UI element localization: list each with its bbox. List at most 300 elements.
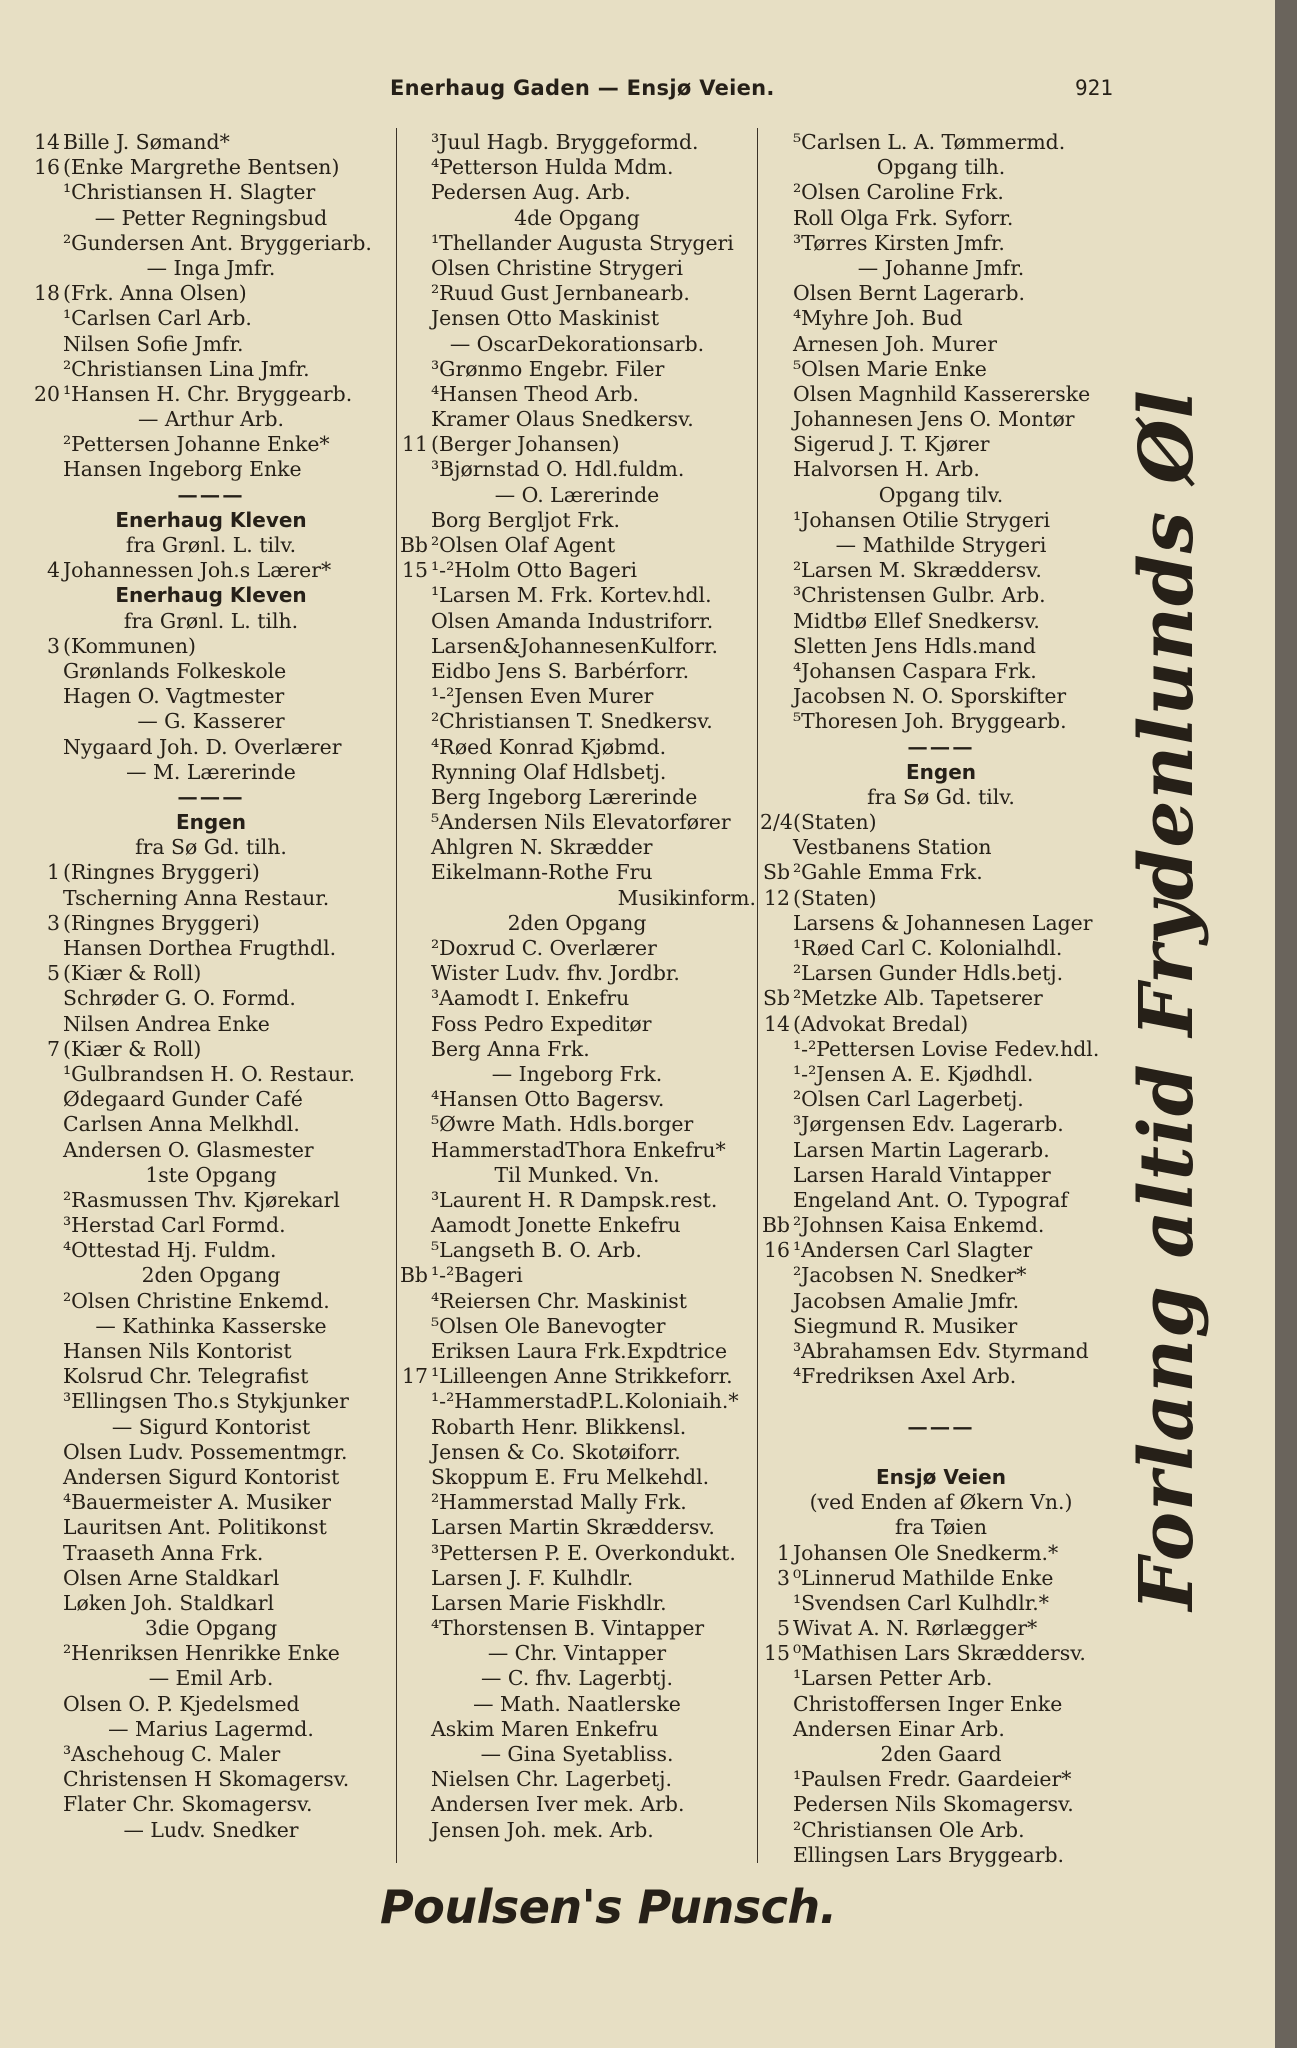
- entry-text: Skoppum E. Fru Melkehdl.: [431, 1464, 710, 1489]
- entry-text: ²Olsen Caroline Frk.: [793, 180, 1004, 205]
- directory-entry: [760, 432, 1122, 457]
- entry-text: Nilsen Sofie Jmfr.: [63, 331, 244, 356]
- directory-entry: [398, 508, 756, 533]
- entry-text: Vestbanens Station: [793, 835, 992, 860]
- directory-entry: [398, 936, 756, 961]
- entry-text: — Sigurd Kontorist: [111, 1414, 311, 1439]
- entry-text: Jacobsen N. O. Sporskifter: [793, 684, 1067, 709]
- entry-text: ⁵Andersen Nils Elevatorfører: [431, 810, 731, 835]
- entry-text: 2den Opgang: [507, 910, 647, 935]
- entry-text: Til Munked. Vn.: [494, 1162, 660, 1187]
- directory-entry: [30, 1289, 392, 1314]
- entry-text: ³Tørres Kirsten Jmfr.: [793, 230, 1005, 255]
- entry-text: — Inga Jmfr.: [146, 255, 276, 280]
- directory-entry: [760, 886, 1122, 911]
- entry-text: ²Christiansen Ole Arb.: [793, 1817, 1025, 1842]
- directory-entry: [30, 1415, 392, 1440]
- street-heading: [760, 1465, 1122, 1490]
- column-divider: [396, 128, 397, 1863]
- house-number: 5: [47, 961, 60, 986]
- directory-entry: [760, 382, 1122, 407]
- entry-text: — Gina Syetabliss.: [480, 1742, 674, 1766]
- entry-text: Tscherning Anna Restaur.: [63, 885, 330, 910]
- directory-entry: [30, 1263, 392, 1288]
- directory-entry: [398, 961, 756, 986]
- entry-text: ²Olsen Carl Lagerbetj.: [793, 1087, 1024, 1112]
- entry-text: ³Herstad Carl Formd.: [63, 1213, 286, 1238]
- entry-text: 1ste Opgang: [145, 1162, 277, 1187]
- entry-text: Ellingsen Lars Bryggearb.: [793, 1842, 1065, 1867]
- entry-text: Christoffersen Inger Enke: [793, 1691, 1063, 1716]
- directory-entry: [760, 457, 1122, 482]
- directory-entry: [398, 281, 756, 306]
- directory-entry: [30, 886, 392, 911]
- directory-entry: [760, 911, 1122, 936]
- entry-text: Borg Bergljot Frk.: [431, 507, 620, 532]
- entry-text: ⁵Carlsen L. A. Tømmermd.: [793, 130, 1066, 154]
- directory-column-3: [760, 130, 1122, 1868]
- directory-entry: [30, 1641, 392, 1666]
- directory-entry: [760, 533, 1122, 558]
- directory-entry: [30, 1767, 392, 1792]
- entry-text: (Ringnes Bryggeri): [63, 860, 260, 885]
- entry-text: 2den Gaard: [880, 1742, 1002, 1766]
- directory-entry: [30, 332, 392, 357]
- entry-text: ¹Andersen Carl Slagter: [793, 1238, 1033, 1263]
- entry-text: — Emil Arb.: [148, 1666, 274, 1691]
- directory-entry: [760, 1843, 1122, 1868]
- entry-text: ¹-²HammerstadP.L.Koloniaih.*: [431, 1389, 739, 1414]
- entry-text: Johannessen Joh.s Lærer*: [63, 558, 332, 583]
- entry-text: Hansen Ingeborg Enke: [63, 457, 302, 482]
- directory-entry: [398, 1692, 756, 1717]
- house-number: 20: [34, 381, 60, 406]
- directory-entry: [760, 1641, 1122, 1666]
- entry-text: Kolsrud Chr. Telegrafist: [63, 1364, 309, 1389]
- entry-text: ¹Larsen Petter Arb.: [793, 1666, 993, 1691]
- directory-entry: [760, 1440, 1122, 1465]
- entry-text: ²Jacobsen N. Snedker*: [793, 1263, 1027, 1288]
- entry-text: Sigerud J. T. Kjører: [793, 432, 990, 457]
- entry-text: ———: [907, 1414, 975, 1439]
- entry-text: Siegmund R. Musiker: [793, 1313, 1018, 1338]
- entry-text: — Chr. Vintapper: [487, 1641, 667, 1666]
- entry-text: Hansen Nils Kontorist: [63, 1339, 292, 1363]
- directory-entry: [30, 1591, 392, 1616]
- directory-entry: [760, 180, 1122, 205]
- entry-text: Olsen Ludv. Possementmgr.: [63, 1439, 348, 1464]
- entry-text: ²Larsen Gunder Hdls.betj.: [793, 961, 1064, 986]
- directory-entry: [760, 155, 1122, 180]
- directory-entry: [398, 1490, 756, 1515]
- entry-text: (Frk. Anna Olsen): [63, 281, 247, 306]
- directory-entry: [398, 1364, 756, 1389]
- directory-entry: [760, 1616, 1122, 1641]
- directory-entry: [30, 457, 392, 482]
- directory-entry: [30, 558, 392, 583]
- directory-entry: [30, 256, 392, 281]
- directory-entry: [760, 835, 1122, 860]
- directory-entry: [30, 1666, 392, 1691]
- directory-entry: [30, 1792, 392, 1817]
- directory-entry: [398, 986, 756, 1011]
- page-edge: [1275, 0, 1297, 2048]
- directory-entry: [30, 709, 392, 734]
- directory-entry: [760, 1037, 1122, 1062]
- house-number: 1: [47, 860, 60, 885]
- directory-entry: [760, 634, 1122, 659]
- directory-entry: [30, 1188, 392, 1213]
- entry-text: (Kommunen): [63, 633, 197, 658]
- entry-text: Larsen Harald Vintapper: [793, 1162, 1051, 1187]
- directory-entry: [30, 1087, 392, 1112]
- entry-text: fra Sø Gd. tilh.: [135, 835, 287, 860]
- entry-text: Opgang tilv.: [878, 482, 1004, 507]
- entry-text: Løken Joh. Staldkarl: [63, 1590, 275, 1615]
- entry-text: Jensen Otto Maskinist: [431, 306, 660, 331]
- directory-entry: [760, 986, 1122, 1011]
- directory-entry: [760, 508, 1122, 533]
- directory-entry: [398, 155, 756, 180]
- directory-entry: [760, 130, 1122, 155]
- directory-entry: [760, 1792, 1122, 1817]
- entry-text: ⁴Hansen Theod Arb.: [431, 381, 640, 406]
- entry-text: ³Jørgensen Edv. Lagerarb.: [793, 1112, 1064, 1137]
- entry-text: ⁴Reiersen Chr. Maskinist: [431, 1288, 687, 1313]
- entry-text: Christensen H Skomagersv.: [63, 1767, 350, 1792]
- directory-entry: [760, 1339, 1122, 1364]
- entry-text: Andersen Einar Arb.: [793, 1716, 1005, 1741]
- directory-entry: [398, 332, 756, 357]
- directory-entry: [760, 1238, 1122, 1263]
- directory-entry: [398, 1566, 756, 1591]
- entry-text: ¹Svendsen Carl Kulhdlr.*: [793, 1590, 1049, 1615]
- house-number: 11: [402, 432, 428, 457]
- directory-entry: [30, 1389, 392, 1414]
- column-divider: [757, 128, 758, 1863]
- entry-text: fra Grønl. L. tilh.: [123, 608, 299, 633]
- entry-text: Askim Maren Enkefru: [431, 1716, 659, 1741]
- directory-entry: [30, 1541, 392, 1566]
- entry-text: fra Grønl. L. tilv.: [125, 533, 297, 557]
- entry-text: Jensen Joh. mek. Arb.: [431, 1817, 654, 1842]
- directory-entry: [398, 760, 756, 785]
- directory-entry: [760, 1717, 1122, 1742]
- entry-text: (Ringnes Bryggeri): [63, 910, 260, 935]
- entry-text: — Petter Regningsbud: [94, 205, 328, 230]
- directory-entry: [398, 1440, 756, 1465]
- entry-text: Eriksen Laura Frk.Expdtrice: [431, 1339, 728, 1363]
- directory-entry: [30, 155, 392, 180]
- directory-entry: [398, 709, 756, 734]
- directory-entry: [30, 483, 392, 508]
- directory-entry: [398, 634, 756, 659]
- directory-entry: [398, 558, 756, 583]
- directory-entry: [30, 1692, 392, 1717]
- directory-entry: [30, 986, 392, 1011]
- directory-entry: [760, 407, 1122, 432]
- entry-text: Pedersen Aug. Arb.: [431, 180, 631, 205]
- directory-entry: [398, 1465, 756, 1490]
- directory-entry: [398, 206, 756, 231]
- directory-entry: [30, 281, 392, 306]
- directory-entry: [398, 1515, 756, 1540]
- frydenlund-advertisement: [1122, 389, 1212, 1611]
- directory-entry: [760, 785, 1122, 810]
- entry-text: — O. Lærerinde: [494, 482, 660, 507]
- directory-entry: [760, 1389, 1122, 1414]
- directory-entry: [398, 810, 756, 835]
- entry-text: ¹-²Holm Otto Bageri: [431, 558, 638, 583]
- directory-entry: [30, 835, 392, 860]
- directory-entry: [30, 407, 392, 432]
- directory-entry: [760, 936, 1122, 961]
- entry-text: Olsen Christine Strygeri: [431, 255, 684, 280]
- entry-text: — Arthur Arb.: [137, 407, 285, 432]
- entry-text: ⁵Øwre Math. Hdls.borger: [431, 1112, 694, 1137]
- entry-text: Wister Ludv. fhv. Jordbr.: [431, 961, 680, 986]
- directory-entry: [30, 130, 392, 155]
- entry-text: ²Larsen M. Skræddersv.: [793, 558, 1042, 583]
- directory-entry: [760, 961, 1122, 986]
- directory-entry: [398, 1087, 756, 1112]
- entry-text: Ensjø Veien: [876, 1464, 1006, 1489]
- directory-entry: [30, 911, 392, 936]
- entry-text: ⁴Ottestad Hj. Fuldm.: [63, 1238, 277, 1263]
- entry-text: ³Christensen Gulbr. Arb.: [793, 583, 1046, 608]
- entry-text: ⁵Olsen Ole Banevogter: [431, 1313, 666, 1338]
- directory-entry: [398, 533, 756, 558]
- entry-text: ¹Christiansen H. Slagter: [63, 180, 316, 205]
- directory-entry: [760, 256, 1122, 281]
- entry-text: 3die Opgang: [144, 1616, 278, 1641]
- directory-entry: [30, 1339, 392, 1364]
- entry-text: Larsen Marie Fiskhdlr.: [431, 1590, 667, 1615]
- entry-text: ²Christiansen T. Snedkersv.: [431, 709, 713, 734]
- directory-entry: [760, 357, 1122, 382]
- entry-text: Kramer Olaus Snedkersv.: [431, 407, 694, 432]
- entry-text: ²Henriksen Henrikke Enke: [63, 1641, 340, 1666]
- entry-text: Grønlands Folkeskole: [63, 658, 287, 683]
- entry-text: Halvorsen H. Arb.: [793, 457, 980, 482]
- entry-text: ²Ruud Gust Jernbanearb.: [431, 281, 690, 306]
- house-number: Bb: [399, 1263, 428, 1288]
- directory-entry: [30, 684, 392, 709]
- entry-text: Hansen Dorthea Frugthdl.: [63, 936, 337, 960]
- directory-entry: [30, 533, 392, 558]
- house-number: Bb: [761, 1213, 790, 1238]
- directory-entry: [398, 886, 756, 911]
- directory-entry: [760, 1767, 1122, 1792]
- street-heading: [30, 810, 392, 835]
- directory-entry: [30, 936, 392, 961]
- entry-text: ²Olsen Olaf Agent: [431, 533, 616, 557]
- directory-entry: [398, 1263, 756, 1288]
- entry-text: ¹Lilleengen Anne Strikkeforr.: [431, 1364, 733, 1389]
- entry-text: ⁵Langseth B. O. Arb.: [431, 1238, 642, 1263]
- entry-text: — Mathilde Strygeri: [835, 533, 1047, 557]
- entry-text: Roll Olga Frk. Syforr.: [793, 205, 1014, 230]
- directory-entry: [398, 432, 756, 457]
- directory-entry: [398, 735, 756, 760]
- house-number: 12: [764, 885, 790, 910]
- directory-entry: [398, 1591, 756, 1616]
- directory-entry: [398, 684, 756, 709]
- entry-text: ²Pettersen Johanne Enke*: [63, 432, 330, 457]
- entry-text: ⁴Thorstensen B. Vintapper: [431, 1616, 705, 1641]
- entry-text: ¹Paulsen Fredr. Gaardeier*: [793, 1767, 1072, 1792]
- entry-text: (ved Enden af Økern Vn.): [809, 1490, 1073, 1515]
- entry-text: Larsens & Johannesen Lager: [793, 910, 1093, 935]
- directory-entry: [30, 760, 392, 785]
- entry-text: ⁴Hansen Otto Bagersv.: [431, 1087, 665, 1112]
- house-number: Sb: [762, 860, 790, 885]
- entry-text: (Kiær & Roll): [63, 1036, 202, 1061]
- directory-entry: [30, 1037, 392, 1062]
- entry-text: Schrøder G. O. Formd.: [63, 986, 296, 1011]
- entry-text: Enerhaug Kleven: [115, 583, 307, 608]
- directory-entry: [398, 1238, 756, 1263]
- entry-text: Larsen J. F. Kulhdlr.: [431, 1565, 634, 1590]
- directory-column-2: [398, 130, 756, 1843]
- entry-text: ³Abrahamsen Edv. Styrmand: [793, 1339, 1089, 1363]
- entry-text: Jensen & Co. Skotøiforr.: [431, 1439, 681, 1464]
- entry-text: — M. Lærerinde: [126, 759, 296, 784]
- entry-text: ³Bjørnstad O. Hdl.fuldm.: [431, 457, 685, 482]
- entry-text: Olsen Amanda Industriforr.: [431, 608, 714, 633]
- entry-text: (Kiær & Roll): [63, 961, 202, 986]
- directory-entry: [760, 1213, 1122, 1238]
- entry-text: Nilsen Andrea Enke: [63, 1011, 270, 1036]
- entry-text: (Staten): [793, 885, 877, 910]
- directory-entry: [30, 1163, 392, 1188]
- punsch-advertisement: Poulsen's Punsch.: [380, 1880, 837, 1934]
- entry-text: Lauritsen Ant. Politikonst: [63, 1515, 327, 1540]
- directory-entry: [30, 785, 392, 810]
- directory-entry: [760, 332, 1122, 357]
- directory-entry: [760, 709, 1122, 734]
- entry-text: ⁰Mathisen Lars Skræddersv.: [793, 1641, 1086, 1666]
- directory-entry: [760, 306, 1122, 331]
- directory-entry: [30, 1062, 392, 1087]
- house-number: 1: [777, 1540, 790, 1565]
- street-heading: [30, 583, 392, 608]
- entry-text: Eidbo Jens S. Barbérforr.: [431, 658, 690, 683]
- house-number: 3: [47, 633, 60, 658]
- entry-text: Traaseth Anna Frk.: [63, 1540, 264, 1565]
- directory-entry: [398, 1062, 756, 1087]
- house-number: 14: [34, 130, 60, 154]
- entry-text: ²Gundersen Ant. Bryggeriarb.: [63, 230, 372, 255]
- entry-text: Foss Pedro Expeditør: [431, 1011, 652, 1036]
- directory-entry: [760, 1062, 1122, 1087]
- entry-text: Musikinform.: [617, 885, 756, 910]
- entry-text: ¹-²Bageri: [431, 1263, 523, 1288]
- directory-entry: [760, 609, 1122, 634]
- entry-text: Rynning Olaf Hdlsbetj.: [431, 759, 667, 784]
- directory-entry: [30, 1238, 392, 1263]
- directory-entry: [760, 1364, 1122, 1389]
- entry-text: Olsen Arne Staldkarl: [63, 1565, 280, 1590]
- directory-entry: [30, 1818, 392, 1843]
- entry-text: Arnesen Joh. Murer: [793, 331, 997, 356]
- directory-entry: [760, 860, 1122, 885]
- entry-text: Pedersen Nils Skomagersv.: [793, 1792, 1074, 1817]
- directory-entry: [30, 306, 392, 331]
- entry-text: Aamodt Jonette Enkefru: [431, 1213, 681, 1238]
- directory-entry: [30, 1012, 392, 1037]
- directory-entry: [398, 180, 756, 205]
- entry-text: ———: [907, 734, 975, 759]
- entry-text: ²Christiansen Lina Jmfr.: [63, 356, 310, 381]
- entry-text: — Ingeborg Frk.: [491, 1061, 663, 1086]
- house-number: Sb: [762, 986, 790, 1011]
- directory-entry: [760, 1188, 1122, 1213]
- house-number: 15: [764, 1641, 790, 1666]
- entry-text: ⁴Johansen Caspara Frk.: [793, 658, 1037, 683]
- entry-text: ¹Røed Carl C. Kolonialhdl.: [793, 936, 1063, 960]
- directory-entry: [398, 609, 756, 634]
- entry-text: ³Laurent H. R Dampsk.rest.: [431, 1187, 718, 1212]
- street-heading: [760, 760, 1122, 785]
- entry-text: ———: [177, 784, 245, 809]
- entry-text: — Math. Naatlerske: [473, 1691, 681, 1716]
- entry-text: ¹Hansen H. Chr. Bryggearb.: [63, 381, 353, 406]
- directory-entry: [760, 1163, 1122, 1188]
- house-number: 17: [402, 1364, 428, 1389]
- directory-entry: [398, 1415, 756, 1440]
- entry-text: ²Johnsen Kaisa Enkemd.: [793, 1213, 1045, 1238]
- directory-entry: [398, 231, 756, 256]
- entry-text: (Advokat Bredal): [793, 1011, 969, 1036]
- directory-entry: [760, 1087, 1122, 1112]
- directory-entry: [30, 1112, 392, 1137]
- entry-text: fra Sø Gd. tilv.: [867, 784, 1015, 809]
- directory-entry: [30, 357, 392, 382]
- entry-text: 2den Opgang: [141, 1263, 281, 1288]
- directory-entry: [398, 306, 756, 331]
- page-title: Enerhaug Gaden — Ensjø Veien.: [390, 76, 775, 100]
- entry-text: (Berger Johansen): [431, 432, 620, 457]
- entry-text: ¹-²Jensen Even Murer: [431, 684, 654, 709]
- directory-entry: [30, 1515, 392, 1540]
- directory-entry: [760, 659, 1122, 684]
- entry-text: ⁴Fredriksen Axel Arb.: [793, 1364, 1017, 1389]
- entry-text: — Kathinka Kasserske: [95, 1313, 327, 1338]
- house-number: 18: [34, 281, 60, 306]
- directory-entry: [30, 1616, 392, 1641]
- directory-entry: [398, 1767, 756, 1792]
- entry-text: ³Aamodt I. Enkefru: [431, 986, 630, 1011]
- entry-text: Wivat A. N. Rørlægger*: [793, 1616, 1038, 1641]
- directory-entry: [760, 1566, 1122, 1591]
- entry-text: ⁴Petterson Hulda Mdm.: [431, 155, 674, 180]
- entry-text: Olsen Magnhild Kassererske: [793, 381, 1091, 406]
- entry-text: ¹-²Pettersen Lovise Fedev.hdl.: [793, 1036, 1100, 1061]
- directory-entry: [760, 1666, 1122, 1691]
- entry-text: Engeland Ant. O. Typograf: [793, 1187, 1068, 1212]
- entry-text: Opgang tilh.: [876, 155, 1006, 180]
- directory-entry: [398, 860, 756, 885]
- directory-entry: [760, 1742, 1122, 1767]
- entry-text: Berg Ingeborg Lærerinde: [431, 784, 698, 809]
- directory-entry: [398, 457, 756, 482]
- directory-entry: [30, 609, 392, 634]
- directory-entry: [398, 583, 756, 608]
- directory-entry: [30, 1314, 392, 1339]
- entry-text: 4de Opgang: [514, 205, 640, 230]
- entry-text: ¹Carlsen Carl Arb.: [63, 306, 252, 331]
